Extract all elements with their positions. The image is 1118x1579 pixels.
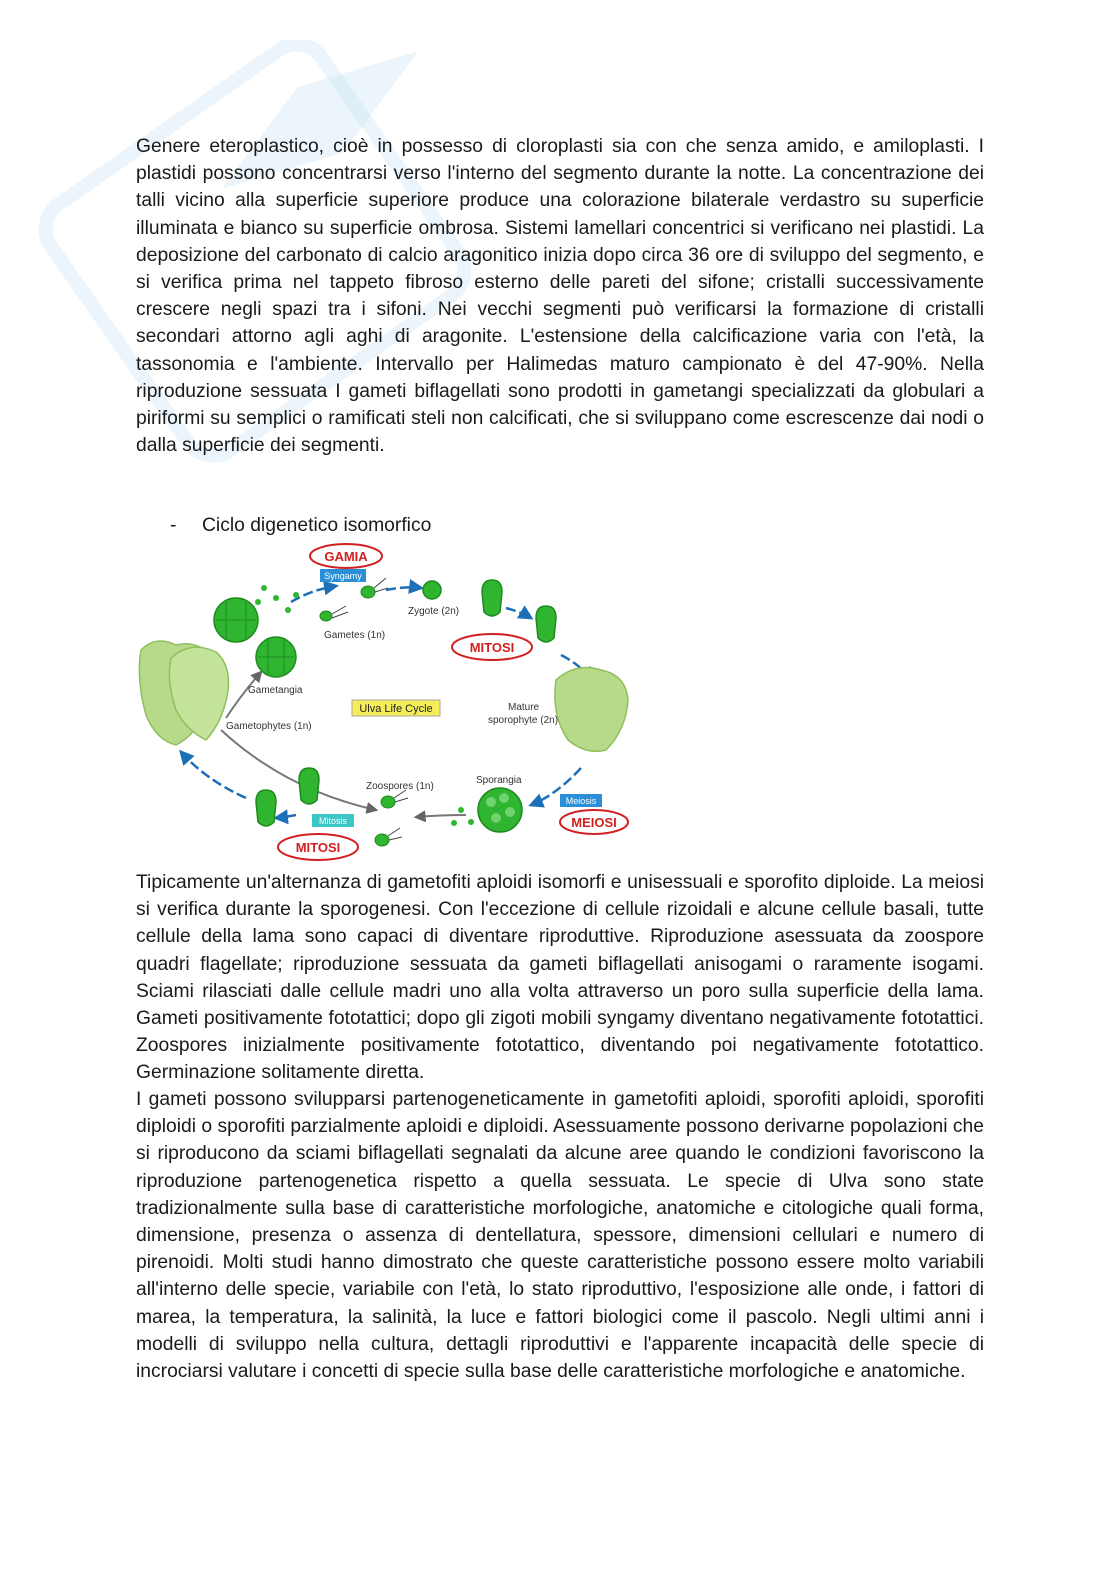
meiosi-label: MEIOSI (571, 815, 617, 830)
list-item-ciclo (170, 513, 431, 539)
zoospores (375, 796, 395, 846)
gamete-1 (320, 611, 332, 621)
arrow-mitosi-bottom (276, 815, 296, 818)
zygote-label: Zygote (2n) (408, 606, 460, 617)
germling-3 (256, 790, 276, 826)
zoospores-label: Zoospores (1n) (366, 781, 434, 792)
paragraph-2: Tipicamente un'alternanza di gametofiti aploidi isomorfi e unisessuali e sporofito diploide. La meiosi si verifica durante la sporogenesi. Con l'eccezione di cellule rizoidali e alcune cellule basali, tutte cellule della lama sono capaci di diventare riproduttive. Riproduzione asessuata da zoospore quadri flagellate; riproduzione sessuata da gameti biflagellati anisogami o raramente isogami. Sciami rilasciati dalle cellule madri uno alla volta attraverso un poro sulla superficie della lama. Gameti positivamente fototattici; dopo gli zigoti mobili syngamy diventano negativamente fototattici. Zoospores inizialmente positivamente fototattico, diventando poi negativamente fototattico. Germinazione solitamente diretta. (136, 872, 984, 1084)
paragraph-3: I gameti possono svilupparsi partenogeneticamente in gametofiti aploidi, sporofiti aploidi, sporofiti diploidi o sporofiti parzialmente aploidi e diploidi. Asessuamente possono derivarne popolazioni che si riproducono da sciami biflagellati segnalati da alcune aree quando le condizioni favoriscono la riproduzione partenogenetica rispetto a quella sessuata. Le specie di Ulva sono state tradizionalmente sulla base di caratteristiche morfologiche, anatomiche e citologiche quali forma, dimensione, presenza o assenza di dentellatura, spessore, dimensioni cellulari e numero di pirenoidi. Molti studi hanno dimostrato che queste caratteristiche possono essere molto variabili all'interno delle specie, variabile con l'età, lo stato riproduttivo, l'esposizione alle onde, i fattori di marea, la temperatura, la salinità, la luce e fattori biologici come il pascolo. Negli ultimi anni i modelli di sviluppo nella cultura, dettagli riproduttivi e l'apparente incapacità delle specie di incrociarsi valutare i concetti di specie sulla base delle caratteristiche morfologiche e anatomiche. (136, 1089, 984, 1383)
mature-sporophyte-label-1: Mature (508, 702, 540, 713)
meiosis-label: Meiosis (565, 796, 597, 806)
mature-sporophyte-label-2: sporophyte (2n) (488, 715, 559, 726)
mitosi-top-label: MITOSI (469, 640, 515, 655)
sporangium (478, 788, 522, 832)
bullet-text: Ciclo digenetico isomorfico (202, 515, 432, 536)
gamete-dots (255, 585, 299, 613)
gametangia-label: Gametangia (248, 685, 303, 696)
germling-1 (482, 580, 502, 616)
gametophytes-label: Gametophytes (1n) (226, 721, 312, 732)
life-cycle-title: Ulva Life Cycle (359, 703, 433, 715)
zoospore-1 (381, 796, 395, 808)
arrow-sporangia-zoospores (416, 815, 466, 817)
mitosi-bottom-label: MITOSI (295, 840, 341, 855)
bullet-dash: - (170, 515, 177, 536)
gametophyte-thallus (139, 641, 228, 745)
syngamy-label: Syngamy (324, 571, 362, 581)
gametes (320, 586, 375, 621)
paragraph-1: Genere eteroplastico, cioè in possesso di cloroplasti sia con che senza amido, e amiloplasti. I plastidi possono concentrarsi verso l'interno del segmento durante la notte. La concentrazione dei talli vicino alla superficie superiore produce una colorazione bilaterale verdastro su superficie illuminata e bianco su superficie ombrosa. Sistemi lamellari concentrici si verificano nei plastidi. La deposizione del carbonato di calcio aragonitico inizia dopo circa 36 ore di sviluppo del segmento, e si verifica prima nel tappeto fibroso esterno delle pareti del sifone; cristalli successivamente crescere negli spazi tra i sifoni. Nei vecchi segmenti può verificarsi la formazione di cristalli secondari attorno agli aghi di aragonite. L'estensione della calcificazione varia con l'età, la tassonomia e l'ambiente. Intervallo per Halimedas maturo campionato è del 47-90%. Nella riproduzione sessuata I gameti biflagellati sono prodotti in gametangi specializzati da globulari a piriformi su semplici o ramificati steli non calcificati, che si sviluppano come escrescenze dai nodi o dalla superficie dei segmenti. (136, 136, 984, 457)
germling-2 (536, 606, 556, 642)
gametes-label: Gametes (1n) (324, 630, 386, 641)
gamia-label: GAMIA (324, 549, 368, 564)
gamete-2 (361, 586, 375, 598)
ulva-life-cycle-diagram (136, 540, 636, 865)
zoospore-dots (451, 807, 474, 826)
zoospore-2 (375, 834, 389, 846)
sporophyte-thallus (555, 668, 628, 752)
arrow-zygote-growth (506, 608, 531, 618)
germling-4 (299, 768, 319, 804)
zygote (423, 581, 441, 599)
arrow-to-gametophyte (181, 752, 246, 798)
arrow-syngamy-zygote (386, 587, 421, 590)
mitosis-label: Mitosis (318, 816, 348, 826)
sporangia-label: Sporangia (476, 775, 522, 786)
